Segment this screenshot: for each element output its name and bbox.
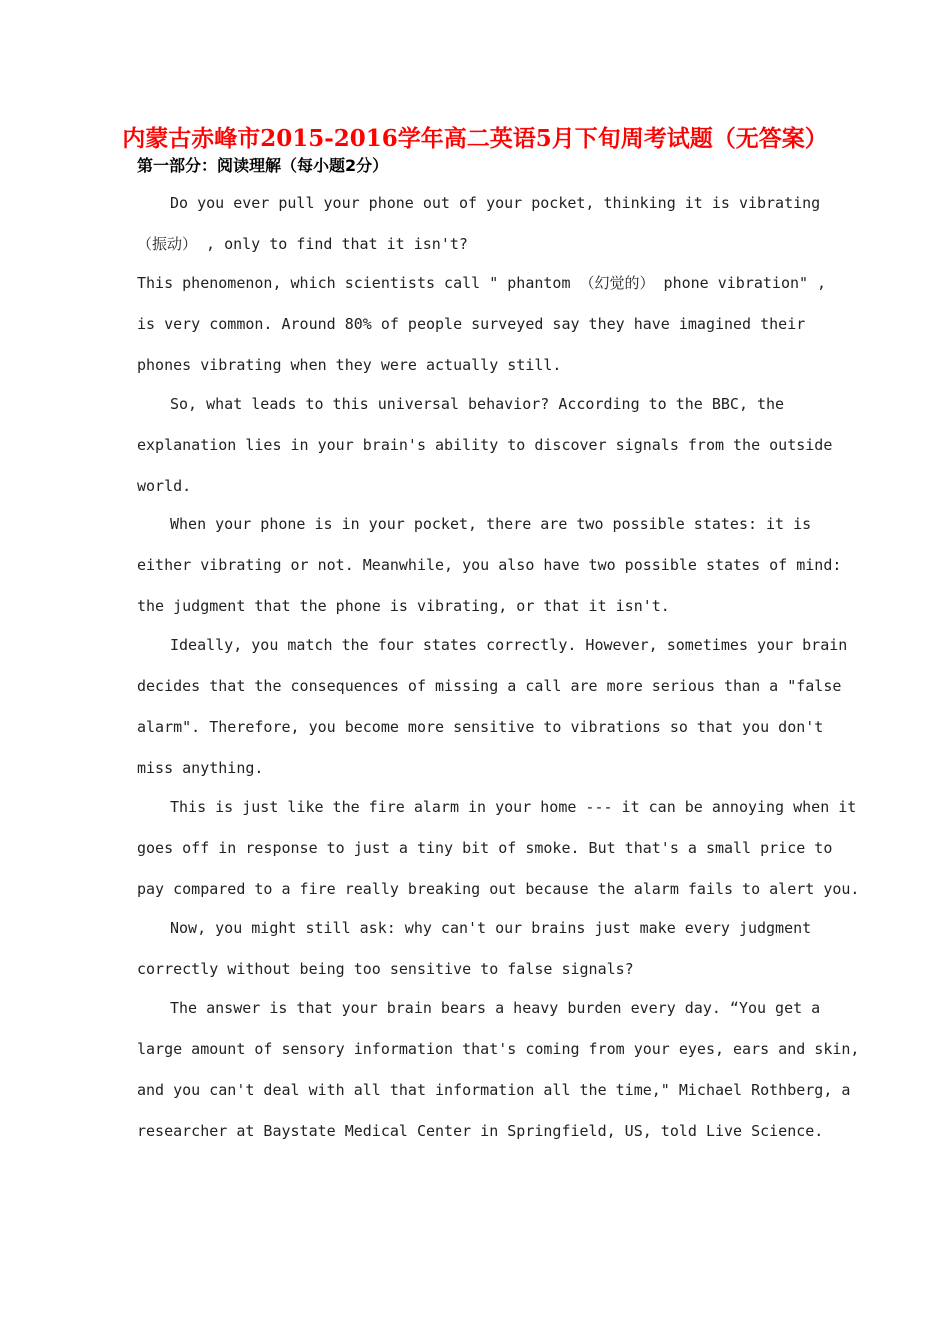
text-line: Now, you might still ask: why can't our brains just make every judgment [170, 919, 812, 937]
text-line: decides that the consequences of missing a call are more serious than a "false [137, 677, 842, 695]
text-line: is very common. Around 80% of people surveyed say they have imagined their [137, 315, 806, 333]
text-line: miss anything. [137, 759, 264, 777]
text-line: large amount of sensory information that's coming from your eyes, ears and skin, [137, 1040, 860, 1058]
text-line: This phenomenon, which scientists call " phantom （幻觉的） phone vibration" , [137, 274, 827, 292]
text-line: either vibrating or not. Meanwhile, you also have two possible states of mind: [137, 556, 842, 574]
text-line: Do you ever pull your phone out of your pocket, thinking it is vibrating [170, 194, 821, 212]
text-line: pay compared to a fire really breaking out because the alarm fails to alert you. [137, 880, 860, 898]
text-line: phones vibrating when they were actually still. [137, 356, 562, 374]
text-line: When your phone is in your pocket, there are two possible states: it is [170, 515, 812, 533]
text-line: world. [137, 477, 192, 495]
text-line: So, what leads to this universal behavior? According to the BBC, the [170, 395, 785, 413]
text-line: goes off in response to just a tiny bit of smoke. But that's a small price to [137, 839, 833, 857]
text-line: the judgment that the phone is vibrating, or that it isn't. [137, 597, 670, 615]
text-line: This is just like the fire alarm in your home --- it can be annoying when it [170, 798, 857, 816]
text-line: alarm". Therefore, you become more sensitive to vibrations so that you don't [137, 718, 824, 736]
section-heading: 第一部分：阅读理解（每小题2分） [137, 156, 389, 175]
text-line: The answer is that your brain bears a heavy burden every day. “You get a [170, 999, 821, 1017]
text-line: explanation lies in your brain's ability to discover signals from the outside [137, 436, 833, 454]
text-line: researcher at Baystate Medical Center in Springfield, US, told Live Science. [137, 1122, 824, 1140]
document-title: 内蒙古赤峰市2015-2016学年高二英语5月下旬周考试题（无答案） [122, 125, 828, 152]
text-line: correctly without being too sensitive to false signals? [137, 960, 634, 978]
text-line: and you can't deal with all that information all the time," Michael Rothberg, a [137, 1081, 851, 1099]
text-line: （振动） , only to find that it isn't? [137, 235, 468, 253]
text-line: Ideally, you match the four states correctly. However, sometimes your brain [170, 636, 848, 654]
